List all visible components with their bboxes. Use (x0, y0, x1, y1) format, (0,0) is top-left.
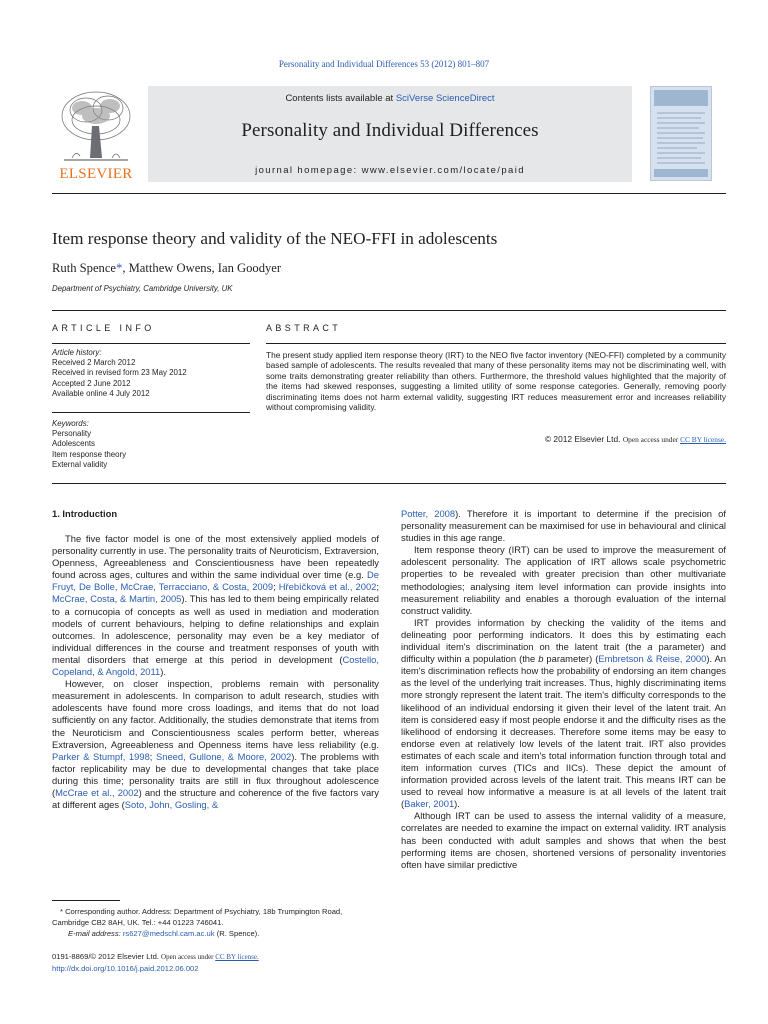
authors-rest: , Matthew Owens, Ian Goodyer (122, 261, 282, 275)
elsevier-tree-icon (52, 86, 140, 166)
open-access-text: Open access under (161, 953, 216, 961)
text: ) and the structure and coherence of the five factors vary at different ages ( (52, 786, 379, 811)
authors (52, 261, 281, 276)
history-item: Available online 4 July 2012 (52, 388, 150, 398)
text: ). (160, 666, 166, 678)
text: However, on closer inspection, problems remain with personality measurement in adolescents. In comparison to adult research, studies with adolescents have found more cross loadings, and items that do not load sufficiently on any factor. Additionally, the studies demonstrate that items from the Neuroticism and Conscientiousness scales perform better, whereas Extraversion, Agreeableness and Openness items have less reliability (e.g. (52, 678, 379, 750)
article-history (52, 348, 250, 399)
body-left-column (52, 533, 379, 811)
citation-link[interactable]: Soto, John, Gosling, & (124, 799, 219, 811)
citation-link[interactable]: Potter, 2008 (401, 508, 456, 519)
text: ; (273, 581, 279, 593)
header-rule (52, 193, 726, 194)
keyword: Item response theory (52, 449, 127, 459)
keyword: Adolescents (52, 439, 95, 449)
contents-prefix: Contents lists available at (285, 93, 396, 104)
text: ). This has led to them being empirically related to a cornucopia of concepts as well as used in mediation and moderation models of current behaviours, helping to define relationships and explain outcomes. In adolescence, personality may even be a key mediator of individual differences in the course and treatment responses of youth with mental disorders that emerge at this period in development ( (52, 593, 379, 665)
text: ). An item's discrimination reflects how the probability of endorsing an item changes as the level of the underlying trait increases. Thus, highly discriminating items more strongly represent the latent trait. The item's difficulty corresponds to the likelihood of an individual endorsing it given their level of the latent trait. An item is considered easy if most people endorse it and the difficulty rises as the likelihood of endorsing it decreases. Therefore some items may be easy to endorse even at relatively low levels of the latent trait. IRT also provides estimates of each scale and item's total information function through total and item information curves (TICs and IICs). These depict the amount of information provided across levels of the latent trait. This means IRT can be used to reveal how informative a measure is at all levels of the latent trait ( (401, 653, 727, 810)
history-item: Received in revised form 23 May 2012 (52, 368, 187, 378)
paragraph (401, 617, 726, 811)
journal-title: Personality and Individual Differences (241, 120, 539, 141)
article-info-heading: ARTICLE INFO (52, 323, 155, 333)
license-link[interactable]: CC BY license. (680, 435, 726, 444)
copyright-text: © 2012 Elsevier Ltd. (544, 434, 623, 444)
keyword: External validity (52, 459, 108, 469)
email-line (52, 928, 379, 939)
citation-link[interactable]: Hřebíčková et al., 2002 (278, 581, 377, 593)
text: ; (149, 750, 156, 762)
keywords (52, 419, 250, 470)
paragraph (52, 678, 379, 811)
keyword: Personality (52, 429, 92, 439)
paragraph (401, 508, 726, 544)
text: ; (376, 581, 379, 593)
article-title: Item response theory and validity of the NEO-FFI in adolescents (52, 229, 498, 248)
footnote (52, 906, 379, 940)
open-access-text: Open access under (622, 435, 681, 444)
doi-link[interactable]: http://dx.doi.org/10.1016/j.paid.2012.06.002 (52, 964, 199, 974)
publisher-name: ELSEVIER (59, 166, 133, 182)
license-link[interactable]: CC BY license. (215, 953, 259, 961)
issn-block (52, 951, 259, 974)
citation-link[interactable]: Parker & Stumpf, 1998 (52, 750, 150, 762)
body-right-column (401, 508, 726, 871)
contents-line (148, 93, 632, 104)
journal-homepage[interactable]: journal homepage: www.elsevier.com/locate/paid (255, 165, 525, 176)
param-b: b (538, 653, 544, 665)
running-head[interactable]: Personality and Individual Differences 53 (2012) 801–807 (278, 59, 490, 69)
abstract-text: The present study applied item response theory (IRT) to the NEO five factor inventory (NEO-FFI) completed by a community based sample of adolescents. The results revealed that many of these personality items may not be discriminating well, with some traits demonstrating greater reliability than others. Furthermore, the threshold values highlighted that the majority of the items had skewed responses, suggesting a limited utility of some response categories. Generally, removing poorly discriminating items does not harm external validity, suggesting IRT reduces measurement error and increases reliability without compromising validity. (266, 350, 726, 413)
sciencedirect-link[interactable]: SciVerse ScienceDirect (395, 93, 495, 104)
paragraph: Item response theory (IRT) can be used to improve the measurement of adolescent personality. The application of IRT allows scale psychometric properties to be revealed with greater precision than other multivariate methodologies; analysing item level information can provide insights into measurement reliability and enables a thorough evaluation of the internal construct validity. (401, 544, 726, 616)
email-link[interactable]: rs627@medschl.cam.ac.uk (122, 929, 215, 939)
history-item: Accepted 2 June 2012 (52, 378, 131, 388)
keywords-rule (52, 412, 250, 413)
corresponding-author-mark[interactable]: * (116, 261, 123, 275)
text: The five factor model is one of the most extensively applied models of personality currently in use. The personality traits of Neuroticism, Extraversion, Openness, Agreeableness and Conscientiousness have been repeatedly found across ages, cultures and within the same individual over time (e.g. (52, 533, 379, 581)
abstract-heading: ABSTRACT (266, 323, 342, 333)
citation-link[interactable]: Costello, Copeland, & Angold, 2011 (52, 653, 379, 678)
citation-link[interactable]: Embretson & Reise, 2000 (598, 653, 707, 665)
keywords-label: Keywords: (52, 419, 89, 428)
history-item: Received 2 March 2012 (52, 358, 136, 368)
abstract-copyright (266, 434, 726, 444)
text: ). The problems with factor replicability may be due to developmental changes that take place during this time; personality traits are still in flux throughout adolescence ( (52, 750, 379, 798)
paragraph: Although IRT can be used to assess the internal validity of a measure, correlates are needed to examine the impact on external validity. IRT analysis has been conducted with adult samples and shows that when the best performing items are chosen, shortened versions of personality inventories often have similar predictive (401, 810, 726, 870)
citation-link[interactable]: De Fruyt, De Bolle, McCrae, Terracciano, & Costa, 2009 (52, 569, 379, 593)
text: parameter) ( (543, 653, 599, 665)
citation-link[interactable]: McCrae, Costa, & Martin, 2005 (52, 593, 182, 605)
affiliation: Department of Psychiatry, Cambridge University, UK (52, 284, 233, 293)
title-rule (52, 310, 726, 311)
text: parameter) and difficulty within a population (the (401, 641, 727, 665)
journal-cover-image (650, 86, 712, 181)
citation-link[interactable]: Sneed, Gullone, & Moore, 2002 (156, 750, 292, 762)
cover-graphic (651, 87, 711, 180)
section-heading: 1. Introduction (52, 508, 118, 519)
issn-text: 0191-8869/© 2012 Elsevier Ltd. (52, 952, 162, 961)
footnote-rule (52, 900, 120, 901)
abstract-rule (266, 343, 726, 344)
issn-line (52, 951, 259, 963)
text: ). Therefore it is important to determine if the precision of personality measurement can be maximised for use in behavioural and clinical studies in this age range. (401, 508, 727, 544)
param-a: a (647, 641, 653, 653)
citation-link[interactable]: McCrae et al., 2002 (55, 786, 139, 798)
text: IRT provides information by checking the validity of the items and delineating poor performing indicators. It does this by estimating each individual item's discrimination on the latent trait (the (401, 616, 726, 653)
author-name: Ruth Spence (52, 261, 117, 275)
text: ). (454, 798, 460, 810)
email-label: E-mail address: (68, 929, 123, 939)
history-label: Article history: (52, 348, 102, 357)
citation-link[interactable]: Baker, 2001 (404, 798, 455, 810)
corresponding-note: * Corresponding author. Address: Department of Psychiatry, 18b Trumpington Road, Cambridge CB2 8AH, UK. Tel.: +44 01223 746041. (52, 907, 343, 928)
article-info-rule (52, 343, 250, 344)
abstract-bottom-rule (52, 483, 726, 484)
email-suffix: (R. Spence). (214, 929, 260, 939)
paragraph (52, 533, 379, 678)
